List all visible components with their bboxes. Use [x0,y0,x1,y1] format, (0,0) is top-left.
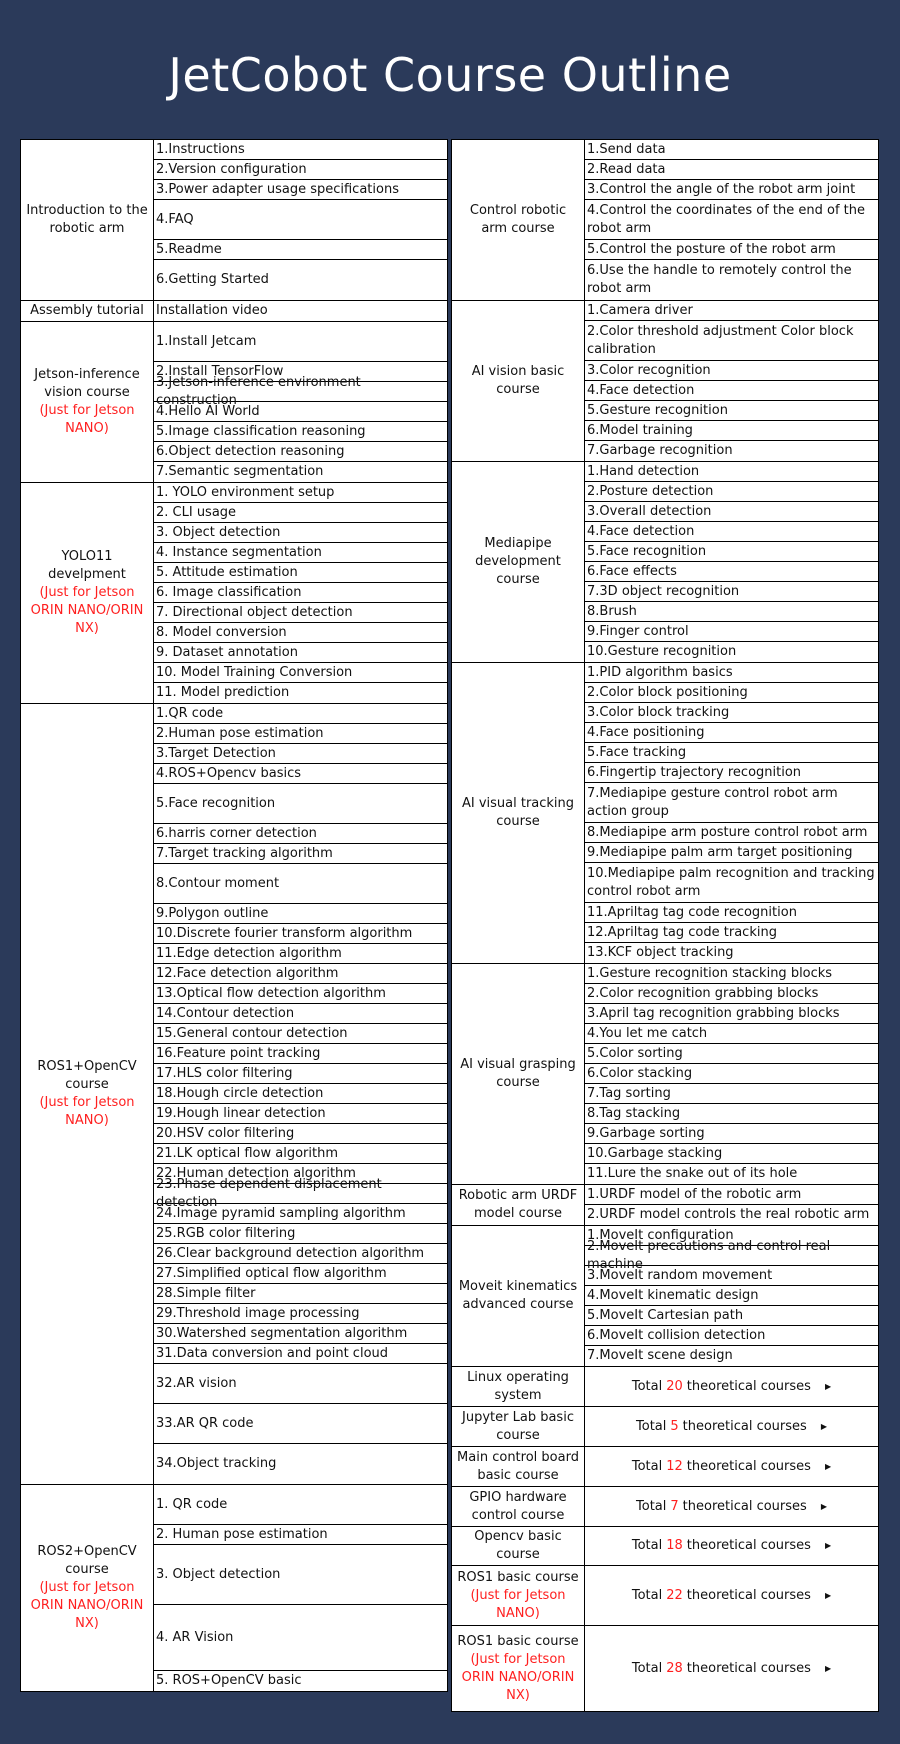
triangle-right-icon[interactable]: ▶ [824,1541,832,1550]
course-group-title: Assembly tutorial [30,303,144,318]
course-group-title: ROS1 basic course [457,1633,579,1649]
lesson-item: 1. QR code [154,1485,447,1525]
course-group-title: GPIO hardware control course [469,1489,567,1523]
course-count: 12 [666,1458,683,1474]
total-prefix: Total [636,1418,667,1434]
course-group-title: Jetson-inference vision course [34,367,140,400]
course-group-label [452,1407,585,1446]
course-group-label [21,322,154,482]
course-group-title: Opencv basic course [474,1529,562,1562]
lesson-item: 10.Garbage stacking [585,1144,878,1164]
course-total-link[interactable] [585,1447,878,1486]
total-prefix: Total [631,1378,663,1394]
course-group-label [21,483,154,703]
lesson-item: 2.Color recognition grabbing blocks [585,984,878,1004]
lesson-item: 5.Face recognition [154,784,447,824]
triangle-right-icon[interactable]: ▶ [820,1501,827,1511]
left-course-table [20,139,448,1692]
course-count: 22 [666,1587,683,1603]
lesson-item: 1.Hand detection [585,462,878,482]
lesson-item: 19.Hough linear detection [154,1104,447,1124]
lesson-item: 3.Control the angle of the robot arm joint [585,180,878,200]
lesson-item: 2. Human pose estimation [154,1525,447,1545]
course-group-label [21,1485,154,1691]
course-group-yolo11-develpment [21,483,447,704]
lesson-item: 34.Object tracking [156,1456,277,1471]
lesson-item: 2.Read data [585,160,878,180]
course-count: 28 [666,1660,683,1676]
course-group-title: Jupyter Lab basic course [462,1409,574,1443]
lesson-item: 24.Image pyramid sampling algorithm [154,1204,447,1224]
course-group-label [452,964,585,1184]
lesson-item: 7. Directional object detection [154,603,447,623]
lesson-item: 4.Hello AI World [154,402,447,422]
lesson-item: 26.Clear background detection algorithm [154,1244,447,1264]
lesson-item: 3.Color recognition [585,361,878,381]
lesson-item: 7.MoveIt scene design [587,1348,733,1363]
course-group-title: Main control board basic course [457,1449,579,1483]
course-group-opencv-basic-course [452,1527,878,1566]
course-group-title: Mediapipe development course [475,536,561,587]
lesson-item: 6.Color stacking [585,1064,878,1084]
lesson-item: 8.Contour moment [154,864,447,904]
lesson-item: 12.Apriltag tag code tracking [585,923,878,943]
lesson-item: 6.MoveIt collision detection [585,1326,878,1346]
course-group-ros1-basic-course [452,1626,878,1711]
lesson-item: 1.QR code [154,704,447,724]
course-total-link[interactable] [585,1566,878,1625]
lesson-item: 2.MoveIt precautions and control real machine [585,1246,878,1266]
course-group-linux-operating-system [452,1367,878,1407]
course-group-label [452,1626,585,1711]
course-group-label [452,462,585,662]
total-suffix: theoretical courses [686,1538,811,1553]
course-group-ai-visual-grasping-course [452,964,878,1185]
total-suffix: theoretical courses [682,1418,807,1434]
lesson-item: 1.Send data [585,140,878,160]
course-group-assembly-tutorial [21,301,447,322]
lesson-item: 6. Image classification [154,583,447,603]
lesson-item: 3.April tag recognition grabbing blocks [585,1004,878,1024]
lesson-item: 10. Model Training Conversion [154,663,447,683]
lesson-item: 10.Discrete fourier transform algorithm [154,924,447,944]
right-course-table [451,139,879,1712]
lesson-item: 2.Color block positioning [585,683,878,703]
lesson-item: 1.Camera driver [585,301,878,321]
course-group-ai-vision-basic-course [452,301,878,462]
lesson-item: 16.Feature point tracking [154,1044,447,1064]
course-group-label [452,1367,585,1406]
lesson-item: 6.Getting Started [156,272,269,287]
lesson-item: 7.3D object recognition [585,582,878,602]
lesson-item: 12.Face detection algorithm [154,964,447,984]
device-restriction-note: (Just for Jetson ORIN NANO/ORIN NX) [461,1651,575,1703]
lesson-item: 5.Control the posture of the robot arm [585,240,878,260]
total-suffix: theoretical courses [686,1378,811,1394]
course-group-title: Control robotic arm course [469,203,567,236]
lesson-item: 5. ROS+OpenCV basic [156,1673,302,1688]
course-group-label [21,140,154,300]
course-group-ros2-opencv-course [21,1485,447,1691]
total-prefix: Total [631,1538,663,1553]
course-group-jupyter-lab-basic-course [452,1407,878,1447]
course-group-label [452,140,585,300]
lesson-item: 11.Edge detection algorithm [154,944,447,964]
course-group-label [452,1226,585,1366]
lesson-item: 4. AR Vision [154,1605,447,1671]
lesson-item: 5.Color sorting [585,1044,878,1064]
triangle-right-icon[interactable]: ▶ [824,1663,832,1673]
lesson-item: 1.MoveIt configuration [585,1226,878,1246]
lesson-item: 6.Face effects [585,562,878,582]
course-group-title: ROS1+OpenCV course [37,1059,137,1092]
course-group-label [452,301,585,461]
lesson-item: 31.Data conversion and point cloud [154,1344,447,1364]
course-group-title: Linux operating system [467,1369,569,1403]
lesson-item: 5. Attitude estimation [154,563,447,583]
lesson-item: 28.Simple filter [154,1284,447,1304]
lesson-item: 1.Instructions [154,140,447,160]
lesson-item: 9. Dataset annotation [154,643,447,663]
device-restriction-note: (Just for Jetson NANO) [39,403,135,436]
lesson-item: 4.You let me catch [585,1024,878,1044]
lesson-item: 33.AR QR code [154,1404,447,1444]
course-group-main-control-board-basic-course [452,1447,878,1487]
lesson-item: 10.Mediapipe palm recognition and tracking control robot arm [585,863,878,903]
course-group-jetson-inference-vision-course [21,322,447,483]
course-group-ros1-basic-course [452,1566,878,1626]
lesson-item: 10.Gesture recognition [587,644,737,659]
device-restriction-note: (Just for Jetson ORIN NANO/ORIN NX) [30,585,144,636]
lesson-item: 8.Tag stacking [585,1104,878,1124]
course-group-label [21,301,154,321]
total-suffix: theoretical courses [682,1498,807,1514]
lesson-item: 4. Instance segmentation [154,543,447,563]
course-group-gpio-hardware-control-course [452,1487,878,1527]
course-total-link[interactable] [585,1527,878,1565]
lesson-item: 15.General contour detection [154,1024,447,1044]
lesson-item: 6.harris corner detection [154,824,447,844]
lesson-item: 8.Mediapipe arm posture control robot arm [585,823,878,843]
total-suffix: theoretical courses [686,1587,811,1603]
lesson-item: 4.ROS+Opencv basics [154,764,447,784]
course-group-label [452,1566,585,1625]
lesson-item: 1. YOLO environment setup [154,483,447,503]
lesson-item: 3. Object detection [154,1545,447,1605]
course-total-link[interactable] [585,1487,878,1526]
course-group-title: Robotic arm URDF model course [458,1188,578,1221]
course-group-title: AI visual tracking course [461,796,575,829]
lesson-item: 5.Image classification reasoning [154,422,447,442]
lesson-item: 29.Threshold image processing [154,1304,447,1324]
total-suffix: theoretical courses [686,1458,811,1474]
lesson-item: 13.Optical flow detection algorithm [154,984,447,1004]
lesson-item: 7.Mediapipe gesture control robot arm action group [585,783,878,823]
lesson-item: 18.Hough circle detection [154,1084,447,1104]
lesson-item: 5.Gesture recognition [585,401,878,421]
lesson-item: 20.HSV color filtering [154,1124,447,1144]
lesson-item: 21.LK optical flow algorithm [154,1144,447,1164]
lesson-item: 7.Tag sorting [585,1084,878,1104]
lesson-item: 8. Model conversion [154,623,447,643]
lesson-item: 8.Brush [585,602,878,622]
course-group-label [452,1487,585,1526]
lesson-item: 23.Phase dependent displacement detection [154,1184,447,1204]
lesson-item: 1.PID algorithm basics [585,663,878,683]
lesson-item: 4.Face detection [585,522,878,542]
lesson-item: 25.RGB color filtering [154,1224,447,1244]
lesson-item: 30.Watershed segmentation algorithm [154,1324,447,1344]
course-group-title: AI visual grasping course [460,1057,576,1090]
course-group-title: ROS2+OpenCV course [37,1544,137,1577]
lesson-item: 11. Model prediction [156,685,290,700]
lesson-item: 14.Contour detection [154,1004,447,1024]
lesson-item: 5.Readme [154,240,447,260]
lesson-item: 3. Object detection [154,523,447,543]
course-total-link[interactable] [585,1407,878,1446]
lesson-item: 7.Garbage recognition [587,443,733,458]
lesson-item: 5.Face recognition [585,542,878,562]
course-group-mediapipe-development-course [452,462,878,663]
course-group-label [452,1185,585,1225]
course-group-label [452,1447,585,1486]
course-group-ros1-opencv-course [21,704,447,1485]
lesson-item: 6.Use the handle to remotely control the robot arm [587,263,852,296]
device-restriction-note: (Just for Jetson NANO) [470,1587,566,1621]
total-prefix: Total [631,1587,663,1603]
total-prefix: Total [636,1498,667,1514]
course-group-robotic-arm-urdf-model-course [452,1185,878,1226]
lesson-item: 17.HLS color filtering [154,1064,447,1084]
course-group-introduction-to-the-robotic-arm [21,140,447,301]
course-count: 7 [670,1498,679,1514]
lesson-item: 4.Face positioning [585,723,878,743]
course-group-control-robotic-arm-course [452,140,878,301]
lesson-item: 1.Install Jetcam [154,322,447,362]
lesson-item: 6.Object detection reasoning [154,442,447,462]
lesson-item: 4.Face detection [585,381,878,401]
triangle-right-icon[interactable]: ▶ [824,1461,832,1471]
lesson-item: 2.Human pose estimation [154,724,447,744]
lesson-item: 13.KCF object tracking [587,945,734,960]
lesson-item: 5.Face tracking [585,743,878,763]
lesson-item: Installation video [156,303,268,318]
lesson-item: 2.URDF model controls the real robotic arm [587,1207,870,1222]
lesson-item: 1.URDF model of the robotic arm [585,1185,878,1205]
course-count: 20 [666,1378,683,1394]
course-group-title: AI vision basic course [471,364,565,397]
lesson-item: 3.Power adapter usage specifications [154,180,447,200]
lesson-item: 32.AR vision [154,1364,447,1404]
triangle-right-icon[interactable]: ▶ [824,1590,832,1600]
course-group-title: YOLO11 develpment [48,549,126,582]
lesson-item: 7.Target tracking algorithm [154,844,447,864]
lesson-item: 4.FAQ [154,200,447,240]
lesson-item: 5.MoveIt Cartesian path [585,1306,878,1326]
lesson-item: 4.MoveIt kinematic design [585,1286,878,1306]
triangle-right-icon[interactable]: ▶ [824,1381,832,1391]
lesson-item: 2. CLI usage [154,503,447,523]
course-count: 18 [666,1538,683,1553]
course-group-title: Introduction to the robotic arm [26,203,148,236]
lesson-item: 3.Target Detection [154,744,447,764]
lesson-item: 6.Fingertip trajectory recognition [585,763,878,783]
course-group-title: Moveit kinematics advanced course [458,1279,578,1312]
page-title: JetCobot Course Outline [168,48,732,102]
lesson-item: 3.Overall detection [585,502,878,522]
lesson-item: 7.Semantic segmentation [156,464,324,479]
device-restriction-note: (Just for Jetson NANO) [39,1095,135,1128]
lesson-item: 2.Posture detection [585,482,878,502]
total-suffix: theoretical courses [686,1660,811,1676]
lesson-item: 11.Apriltag tag code recognition [585,903,878,923]
lesson-item: 22.Human detection algorithm [154,1164,447,1184]
course-group-moveit-kinematics-advanced-course [452,1226,878,1367]
lesson-item: 9.Polygon outline [154,904,447,924]
lesson-item: 27.Simplified optical flow algorithm [154,1264,447,1284]
course-total-link[interactable] [585,1626,878,1711]
lesson-item: 3.Color block tracking [585,703,878,723]
course-group-label [452,663,585,963]
course-count: 5 [670,1418,679,1434]
course-total-link[interactable] [585,1367,878,1406]
course-group-ai-visual-tracking-course [452,663,878,964]
lesson-item: 6.Model training [585,421,878,441]
course-group-label [452,1527,585,1565]
lesson-item: 2.Install TensorFlow [154,362,447,382]
lesson-item: 3.MoveIt random movement [585,1266,878,1286]
course-group-label [21,704,154,1484]
course-group-title: ROS1 basic course [457,1569,579,1585]
lesson-item: 2.Version configuration [154,160,447,180]
lesson-item: 3.Jetson-inference environment construction [154,382,447,402]
lesson-item: 11.Lure the snake out of its hole [587,1166,798,1181]
lesson-item: 1.Gesture recognition stacking blocks [585,964,878,984]
total-prefix: Total [631,1660,663,1676]
triangle-right-icon[interactable]: ▶ [820,1421,827,1431]
lesson-item: 2.Color threshold adjustment Color block calibration [585,321,878,361]
lesson-item: 4.Control the coordinates of the end of the robot arm [585,200,878,240]
lesson-item: 9.Mediapipe palm arm target positioning [585,843,878,863]
lesson-item: 9.Garbage sorting [585,1124,878,1144]
device-restriction-note: (Just for Jetson ORIN NANO/ORIN NX) [30,1580,144,1631]
total-prefix: Total [631,1458,663,1474]
lesson-item: 9.Finger control [585,622,878,642]
